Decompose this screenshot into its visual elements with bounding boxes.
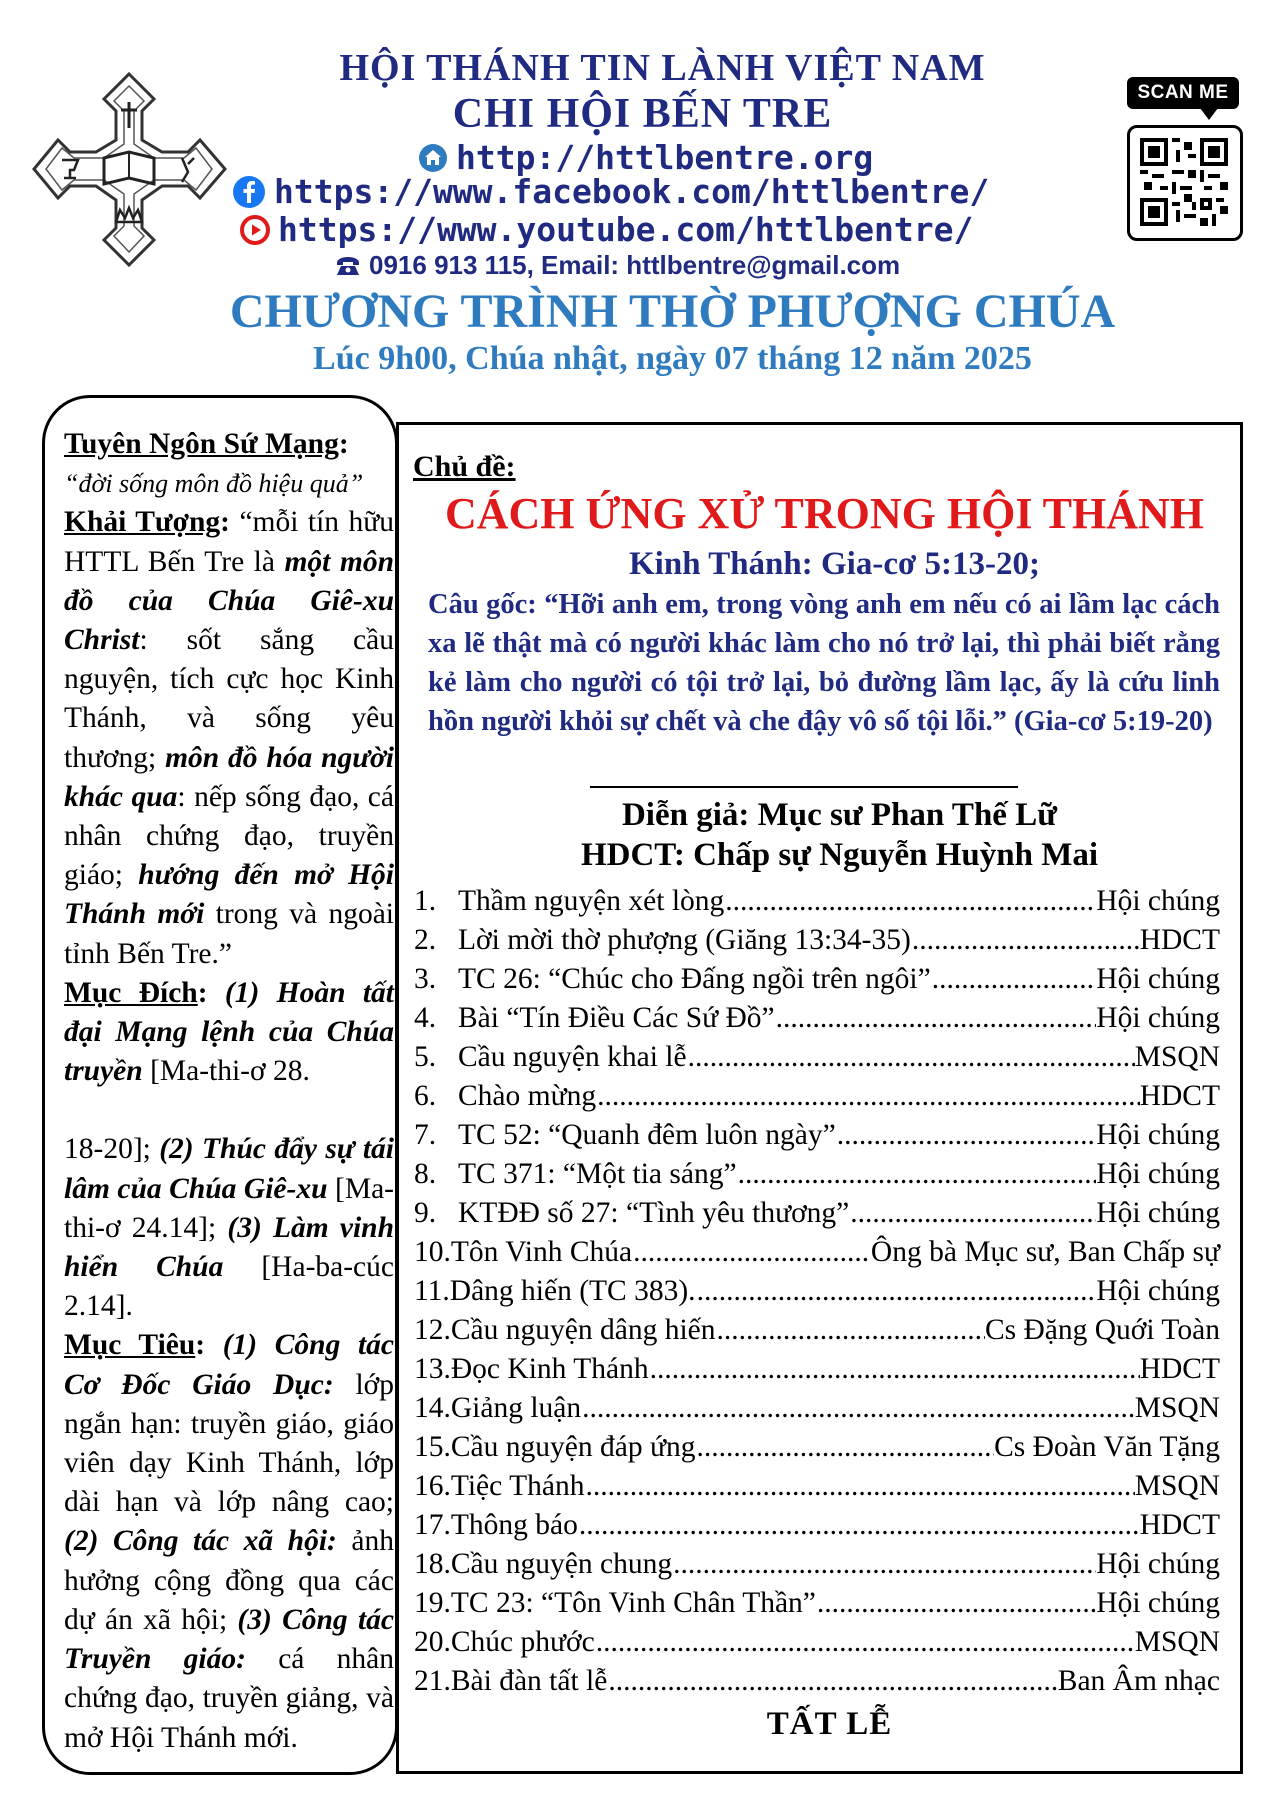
goal-emphasis: (1) Công tác Cơ Đốc Giáo Dục: xyxy=(64,1329,394,1401)
order-number: 10. xyxy=(414,1236,451,1268)
key-verse: Câu gốc: “Hỡi anh em, trong vòng anh em nếu có ai lầm lạc cách xa lẽ thật mà có người khác làm cho nó trở lại, thì phải biết rằng kẻ làm cho người có tội trở lại, bỏ đường lầm lạc, ấy là cứu linh hồn người khỏi sự chết và che đậy vô số tội lỗi.” (Gia-cơ 5:19-20) xyxy=(428,589,1220,737)
scan-arrow xyxy=(1200,108,1218,120)
order-responsible: MSQN xyxy=(1134,1041,1220,1073)
order-label: TC 371: “Một tia sáng” xyxy=(458,1158,737,1190)
order-label: Cầu nguyện chung xyxy=(450,1548,673,1580)
order-responsible: MSQN xyxy=(1134,1392,1220,1424)
speaker: Diễn giả: Mục sư Phan Thế Lữ xyxy=(621,797,1058,833)
scripture-reference: Kinh Thánh: Gia-cơ 5:13-20; xyxy=(629,546,1040,582)
order-item xyxy=(414,1467,1220,1506)
order-label: Cầu nguyện dâng hiến xyxy=(450,1314,716,1346)
program-title: CHƯƠNG TRÌNH THỜ PHƯỢNG CHÚA xyxy=(229,285,1116,338)
order-responsible: Cs Đoàn Văn Tặng xyxy=(994,1431,1220,1463)
dot-leader xyxy=(632,1233,871,1272)
dot-leader xyxy=(836,1116,1097,1155)
divider xyxy=(590,786,1018,788)
order-responsible: Hội chúng xyxy=(1096,1275,1220,1307)
order-label: Bài “Tín Điều Các Sứ Đồ” xyxy=(458,1002,775,1034)
order-label: Cầu nguyện đáp ứng xyxy=(450,1431,696,1463)
order-number: 4. xyxy=(414,1002,437,1034)
order-label: Giảng luận xyxy=(450,1392,582,1424)
order-item xyxy=(414,1662,1220,1701)
qr-code-icon[interactable] xyxy=(1127,125,1243,241)
order-label: Cầu nguyện khai lễ xyxy=(458,1041,687,1073)
order-item xyxy=(414,1623,1220,1662)
order-number: 14. xyxy=(414,1392,451,1424)
purpose-emphasis: (2) Thúc đẩy sự tái lâm của Chúa Giê-xu xyxy=(64,1133,394,1205)
purpose-text: [Ha-ba-cúc 2.14]. xyxy=(64,1251,394,1323)
header xyxy=(0,0,1285,390)
order-label: Tiệc Thánh xyxy=(450,1470,585,1502)
mission-statement: Tuyên Ngôn Sứ Mạng: “đời sống môn đồ hiệu quả” Khải Tượng: “mỗi tín hữu HTTL Bến Tre là một môn đồ của Chúa Giê-xu Christ: sốt sắng cầu nguyện, tích cực học Kinh Thánh, và sống yêu thương; môn đồ hóa người khác qua: nếp sống đạo, cá nhân chứng đạo, truyền giáo; hướng đến mở Hội Thánh mới trong và ngoài tỉnh Bến Tre.” Mục Đích: (1) Hoàn tất đại Mạng lệnh của Chúa truyền [Ma-thi-ơ 28. 18-20]; (2) Thúc đẩy sự tái lâm của Chúa Giê-xu [Ma-thi-ơ 24.14]; (3) Làm vinh hiển Chúa [Ha-ba-cúc 2.14]. Mục Tiêu: (1) Công tác Cơ Đốc Giáo Dục: lớp ngắn hạn: truyền giáo, giáo viên dạy Kinh Thánh, lớp dài hạn và lớp nâng cao; (2) Công tác xã hội: ảnh hưởng cộng đồng qua các dự án xã hội; (3) Công tác Truyền giáo: cá nhân chứng đạo, truyền giảng, và mở Hội Thánh mới. xyxy=(64,425,394,1758)
theme-label: Chủ đề: xyxy=(413,450,516,483)
dot-leader xyxy=(775,999,1097,1038)
dot-leader xyxy=(595,1623,1135,1662)
goal-emphasis: (3) Công tác Truyền giáo: xyxy=(64,1603,394,1676)
order-number: 13. xyxy=(414,1353,451,1385)
order-item xyxy=(414,921,1220,960)
order-responsible: MSQN xyxy=(1134,1626,1220,1658)
order-item xyxy=(414,1506,1220,1545)
purpose-label: Mục Đích xyxy=(64,976,198,1009)
order-item xyxy=(414,1311,1220,1350)
goal-label: Mục Tiêu xyxy=(64,1329,196,1362)
order-responsible: Hội chúng xyxy=(1096,1002,1220,1034)
order-item xyxy=(414,1272,1220,1311)
goal-emphasis: (2) Công tác xã hội: xyxy=(64,1525,337,1558)
dot-leader xyxy=(724,882,1096,921)
order-label: TC 23: “Tôn Vinh Chân Thần” xyxy=(450,1587,816,1619)
vision-text: trong và ngoài tỉnh Bến Tre.” xyxy=(64,898,394,970)
dot-leader xyxy=(687,1038,1135,1077)
goal-text: ảnh hưởng cộng đồng qua các dự án xã hội; xyxy=(64,1525,394,1636)
order-number: 6. xyxy=(414,1080,437,1112)
order-responsible: MSQN xyxy=(1134,1470,1220,1502)
vision-emphasis: một môn đồ của Chúa Giê-xu Christ xyxy=(64,545,394,657)
dot-leader xyxy=(596,1077,1140,1116)
order-number: 18. xyxy=(414,1548,451,1580)
order-item xyxy=(414,1350,1220,1389)
order-number: 16. xyxy=(414,1470,451,1502)
goal-paragraph: Mục Tiêu: (1) Công tác Cơ Đốc Giáo Dục: lớp ngắn hạn: truyền giáo, giáo viên dạy Kinh Thánh, lớp dài hạn và lớp nâng cao; (2) Công tác xã hội: ảnh hưởng cộng đồng qua các dự án xã hội; (3) Công tác Truyền giáo: cá nhân chứng đạo, truyền giảng, và mở Hội Thánh mới. xyxy=(64,1329,394,1754)
order-label: KTĐĐ số 27: “Tình yêu thương” xyxy=(458,1197,850,1229)
order-item xyxy=(414,882,1220,921)
order-number: 7. xyxy=(414,1119,437,1151)
order-responsible: Hội chúng xyxy=(1096,1587,1220,1619)
dot-leader xyxy=(649,1350,1140,1389)
order-responsible: Hội chúng xyxy=(1096,1548,1220,1580)
purpose-text: [Ma-thi-ơ 24.14]; xyxy=(64,1172,394,1244)
theme-title: CÁCH ỨNG XỬ TRONG HỘI THÁNH xyxy=(444,489,1205,538)
order-item xyxy=(414,1116,1220,1155)
order-label: Đọc Kinh Thánh xyxy=(450,1353,649,1385)
order-item xyxy=(414,1545,1220,1584)
dot-leader xyxy=(578,1506,1140,1545)
order-number: 21. xyxy=(414,1665,451,1697)
order-number: 9. xyxy=(414,1197,437,1229)
order-item xyxy=(414,1038,1220,1077)
order-responsible: HDCT xyxy=(1139,1509,1220,1541)
qr-section xyxy=(1123,73,1243,243)
order-responsible: Hội chúng xyxy=(1096,1158,1220,1190)
vision-label: Khải Tượng xyxy=(64,506,221,539)
vision-text: : nếp sống đạo, cá nhân chứng đạo, truyền giáo; xyxy=(64,780,394,892)
order-label: Chào mừng xyxy=(458,1080,597,1112)
vision-text: : sốt sắng cầu nguyện, tích cực học Kinh Thánh, và sống yêu thương; xyxy=(64,624,394,774)
order-item xyxy=(414,1584,1220,1623)
vision-emphasis: môn đồ hóa người khác qua xyxy=(64,741,395,813)
dot-leader xyxy=(816,1584,1096,1623)
order-label: Thầm nguyện xét lòng xyxy=(458,885,725,917)
facebook-icon xyxy=(232,175,266,209)
dot-leader xyxy=(911,921,1140,960)
purpose-emphasis: (1) Hoàn tất đại Mạng lệnh của Chúa truyền xyxy=(64,976,394,1088)
goal-text: lớp ngắn hạn: truyền giáo, giáo viên dạy Kinh Thánh, lớp dài hạn và lớp nâng cao; xyxy=(64,1368,394,1519)
order-item xyxy=(414,1428,1220,1467)
order-label: TC 52: “Quanh đêm luôn ngày” xyxy=(458,1119,836,1151)
order-responsible: Ban Âm nhạc xyxy=(1057,1665,1220,1697)
vision-emphasis: hướng đến mở Hội Thánh mới xyxy=(64,859,394,931)
dot-leader xyxy=(716,1311,985,1350)
order-item xyxy=(414,999,1220,1038)
spacer xyxy=(64,1091,394,1130)
contact-line xyxy=(335,250,900,281)
order-label: Bài đàn tất lễ xyxy=(450,1665,608,1697)
mission-title: Tuyên Ngôn Sứ Mạng xyxy=(64,428,339,460)
purpose-text: [Ma-thi-ơ 28. xyxy=(142,1055,310,1088)
dot-leader xyxy=(849,1194,1096,1233)
dot-leader xyxy=(584,1467,1134,1506)
order-label: Dâng hiến (TC 383). xyxy=(449,1275,696,1307)
youtube-icon xyxy=(240,215,270,245)
service-leader: HDCT: Chấp sự Nguyễn Huỳnh Mai xyxy=(580,837,1099,873)
order-number: 1. xyxy=(414,885,437,917)
purpose-paragraph: Mục Đích: (1) Hoàn tất đại Mạng lệnh của Chúa truyền [Ma-thi-ơ 28. xyxy=(64,976,394,1088)
order-item xyxy=(414,1389,1220,1428)
dot-leader xyxy=(695,1428,994,1467)
order-label: Thông báo xyxy=(450,1509,578,1541)
order-number: 17. xyxy=(414,1509,451,1541)
closing-title: TẤT LỄ xyxy=(766,1706,893,1742)
order-item xyxy=(414,1155,1220,1194)
order-label: Chúc phước xyxy=(450,1626,595,1658)
branch-name: CHI HỘI BẾN TRE xyxy=(452,91,833,137)
dot-leader xyxy=(581,1389,1135,1428)
order-of-service xyxy=(414,882,1220,1701)
home-icon xyxy=(418,143,448,173)
facebook-link[interactable] xyxy=(232,172,989,211)
purpose-emphasis: (3) Làm vinh hiển Chúa xyxy=(64,1211,394,1284)
purpose-paragraph-cont xyxy=(64,1130,394,1326)
order-number: 12. xyxy=(414,1314,451,1346)
dot-leader xyxy=(672,1545,1096,1584)
dot-leader xyxy=(737,1155,1097,1194)
vision-paragraph: Khải Tượng: “mỗi tín hữu HTTL Bến Tre là một môn đồ của Chúa Giê-xu Christ: sốt sắng cầu nguyện, tích cực học Kinh Thánh, và sống yêu thương; môn đồ hóa người khác qua: nếp sống đạo, cá nhân chứng đạo, truyền giáo; hướng đến mở Hội Thánh mới trong và ngoài tỉnh Bến Tre.” xyxy=(64,506,395,970)
scan-me-label: SCAN ME xyxy=(1127,77,1239,109)
dot-leader xyxy=(696,1272,1097,1311)
order-number: 15. xyxy=(414,1431,451,1463)
order-item xyxy=(414,1077,1220,1116)
order-item xyxy=(414,960,1220,999)
order-number: 3. xyxy=(414,963,437,995)
purpose-text: 18-20]; xyxy=(64,1133,160,1166)
goal-text: cá nhân chứng đạo, truyền giảng, và mở Hội Thánh mới. xyxy=(64,1643,394,1754)
program-date: Lúc 9h00, Chúa nhật, ngày 07 tháng 12 năm 2025 xyxy=(313,340,1032,377)
order-label: Tôn Vinh Chúa xyxy=(450,1236,633,1268)
mission-motto: “đời sống môn đồ hiệu quả” xyxy=(64,469,364,499)
order-number: 5. xyxy=(414,1041,437,1073)
order-responsible: Ông bà Mục sư, Ban Chấp sự xyxy=(870,1236,1220,1268)
phone-icon xyxy=(335,256,361,276)
order-item xyxy=(414,1233,1220,1272)
order-responsible: Hội chúng xyxy=(1096,963,1220,995)
order-responsible: Hội chúng xyxy=(1096,1119,1220,1151)
order-label: Lời mời thờ phượng (Giăng 13:34-35) xyxy=(458,924,911,956)
order-number: 2. xyxy=(414,924,437,956)
order-label: TC 26: “Chúc cho Đấng ngồi trên ngôi” xyxy=(458,963,931,995)
order-responsible: Hội chúng xyxy=(1096,1197,1220,1229)
order-item xyxy=(414,1194,1220,1233)
website-url[interactable]: http://httlbentre.org xyxy=(456,138,874,177)
youtube-link[interactable] xyxy=(240,210,973,249)
order-number: 19. xyxy=(414,1587,451,1619)
youtube-url[interactable]: https://www.youtube.com/httlbentre/ xyxy=(278,210,974,249)
order-responsible: HDCT xyxy=(1139,1080,1220,1112)
order-number: 11. xyxy=(414,1275,450,1307)
order-number: 20. xyxy=(414,1626,451,1658)
contact-text: 0916 913 115, Email: httlbentre@gmail.com xyxy=(369,250,901,280)
dot-leader xyxy=(931,960,1097,999)
vision-text: “mỗi tín hữu HTTL Bến Tre là xyxy=(64,506,395,578)
dot-leader xyxy=(607,1662,1057,1701)
order-responsible: HDCT xyxy=(1139,1353,1220,1385)
org-name: HỘI THÁNH TIN LÀNH VIỆT NAM xyxy=(339,47,986,89)
facebook-url[interactable]: https://www.facebook.com/httlbentre/ xyxy=(274,172,990,211)
order-responsible: HDCT xyxy=(1139,924,1220,956)
order-number: 8. xyxy=(414,1158,437,1190)
order-responsible: Cs Đặng Quới Toàn xyxy=(984,1314,1220,1346)
order-responsible: Hội chúng xyxy=(1096,885,1220,917)
